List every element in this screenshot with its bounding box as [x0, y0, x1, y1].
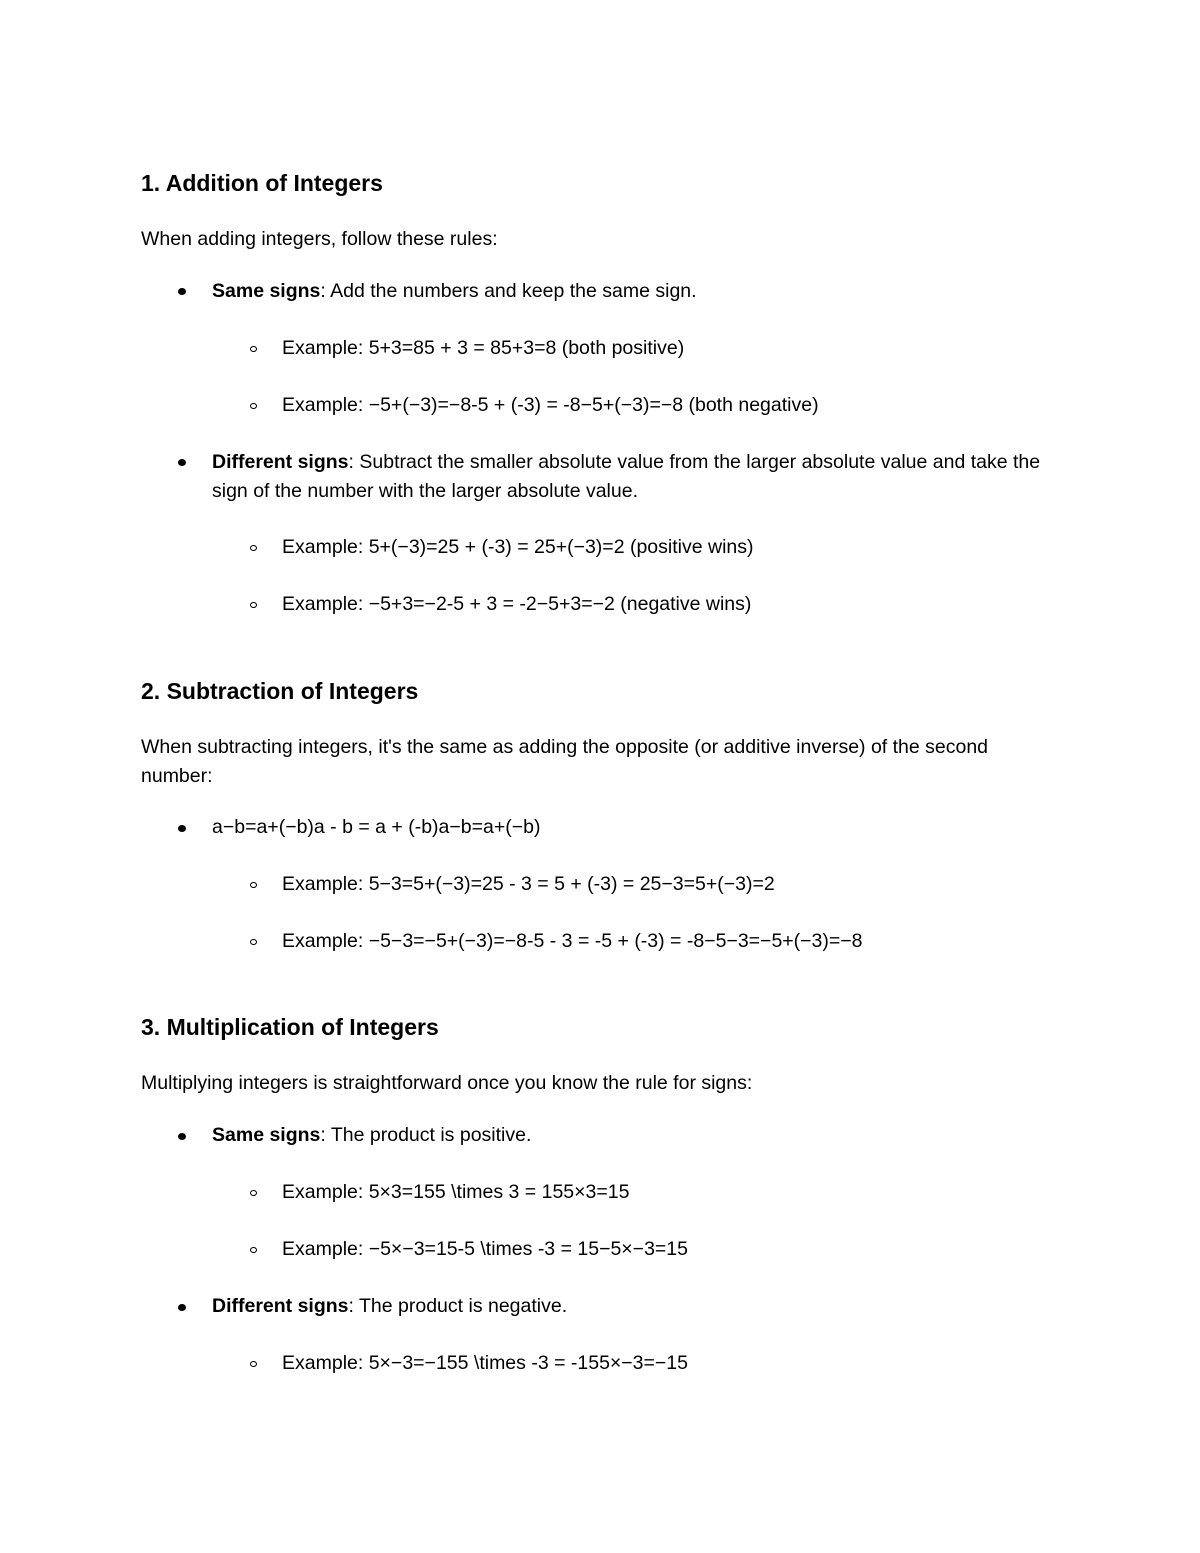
bullet-item [212, 448, 1062, 506]
bullet-label: Same signs [212, 1124, 321, 1146]
bullet-item [212, 813, 540, 842]
sub-bullet-icon [250, 939, 257, 945]
section-heading: 2. Subtraction of Integers [141, 678, 419, 704]
bullet-text: a−b=a+(−b)a - b = a + (-b)a−b=a+(−b) [212, 816, 541, 838]
section-heading: 1. Addition of Integers [141, 170, 383, 196]
bullet-item [212, 1292, 567, 1321]
section-intro: Multiplying integers is straightforward once you know the rule for signs: [141, 1072, 753, 1094]
bullet-label: Different signs [212, 1295, 349, 1317]
bullet-icon [178, 459, 186, 466]
bullet-text: : The product is positive. [320, 1124, 532, 1146]
example-item: Example: 5−3=5+(−3)=25 - 3 = 5 + (-3) = 25−3=5+(−3)=2 [282, 873, 775, 895]
example-item: Example: −5×−3=15-5 \times -3 = 15−5×−3=15 [282, 1238, 688, 1260]
bullet-item [212, 1121, 531, 1150]
example-item: Example: 5+3=85 + 3 = 85+3=8 (both positive) [282, 337, 685, 359]
sub-bullet-icon [250, 403, 257, 409]
bullet-text: : Add the numbers and keep the same sign. [320, 280, 697, 302]
example-item: Example: −5−3=−5+(−3)=−8-5 - 3 = -5 + (-3) = -8−5−3=−5+(−3)=−8 [282, 930, 863, 952]
section-heading: 3. Multiplication of Integers [141, 1014, 439, 1040]
sub-bullet-icon [250, 882, 257, 888]
example-item: Example: 5×3=155 \times 3 = 155×3=15 [282, 1181, 630, 1203]
bullet-label: Different signs [212, 451, 349, 473]
bullet-icon [178, 1304, 186, 1311]
bullet-text: : The product is negative. [348, 1295, 568, 1317]
sub-bullet-icon [250, 1361, 257, 1367]
sub-bullet-icon [250, 545, 257, 551]
section-intro: When adding integers, follow these rules: [141, 228, 498, 250]
example-item: Example: −5+(−3)=−8-5 + (-3) = -8−5+(−3)=−8 (both negative) [282, 394, 819, 416]
sub-bullet-icon [250, 1190, 257, 1196]
sub-bullet-icon [250, 1247, 257, 1253]
bullet-text: : Subtract the smaller absolute value from the larger absolute value and take the sign of the number with the larger absolute value. [212, 451, 1041, 502]
bullet-icon [178, 288, 186, 295]
example-item: Example: −5+3=−2-5 + 3 = -2−5+3=−2 (negative wins) [282, 593, 752, 615]
bullet-item [212, 277, 697, 306]
sub-bullet-icon [250, 346, 257, 352]
section-intro: When subtracting integers, it's the same as adding the opposite (or additive inverse) of the second number: [141, 736, 989, 787]
bullet-icon [178, 825, 186, 832]
bullet-icon [178, 1133, 186, 1140]
bullet-label: Same signs [212, 280, 321, 302]
example-item: Example: 5+(−3)=25 + (-3) = 25+(−3)=2 (positive wins) [282, 536, 754, 558]
example-item: Example: 5×−3=−155 \times -3 = -155×−3=−15 [282, 1352, 688, 1374]
sub-bullet-icon [250, 602, 257, 608]
